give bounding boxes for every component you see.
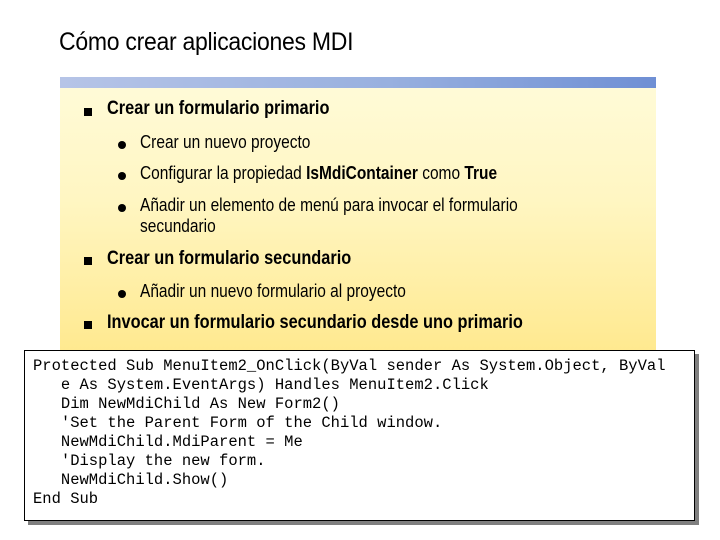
configure-mid: como [417, 163, 465, 183]
ismdicontainer-keyword: IsMdiContainer [306, 163, 418, 183]
bullet-invoke-child: Invocar un formulario secundario desde uno primario [107, 312, 523, 333]
bullet-primary-form: Crear un formulario primario [107, 98, 330, 119]
bullet-child-form: Crear un formulario secundario [107, 248, 352, 269]
code-line: e As System.EventArgs) Handles MenuItem2.Click [33, 376, 489, 394]
subbullet-add-menu-line2: secundario [140, 216, 216, 236]
true-keyword: True [464, 163, 498, 183]
round-bullet-icon [118, 204, 126, 212]
square-bullet-icon [84, 321, 92, 329]
code-line: 'Set the Parent Form of the Child window. [33, 414, 443, 432]
subbullet-configure-property [140, 163, 497, 184]
accent-bar [60, 77, 656, 88]
subbullet-add-form: Añadir un nuevo formulario al proyecto [140, 281, 406, 301]
code-line: Protected Sub MenuItem2_OnClick(ByVal sender As System.Object, ByVal [33, 357, 666, 375]
round-bullet-icon [118, 172, 126, 180]
subbullet-new-project: Crear un nuevo proyecto [140, 132, 311, 152]
round-bullet-icon [118, 141, 126, 149]
configure-prefix: Configurar la propiedad [140, 163, 307, 183]
code-line: Dim NewMdiChild As New Form2() [33, 395, 340, 413]
square-bullet-icon [84, 257, 92, 265]
code-line: End Sub [33, 490, 99, 508]
code-line: 'Display the new form. [33, 452, 266, 470]
code-line: NewMdiChild.MdiParent = Me [33, 433, 303, 451]
square-bullet-icon [84, 108, 92, 116]
code-box [24, 350, 695, 521]
slide-title: Cómo crear aplicaciones MDI [59, 28, 354, 56]
round-bullet-icon [118, 290, 126, 298]
code-line: NewMdiChild.Show() [33, 471, 229, 489]
subbullet-add-menu-line1: Añadir un elemento de menú para invocar el formulario [140, 195, 518, 215]
